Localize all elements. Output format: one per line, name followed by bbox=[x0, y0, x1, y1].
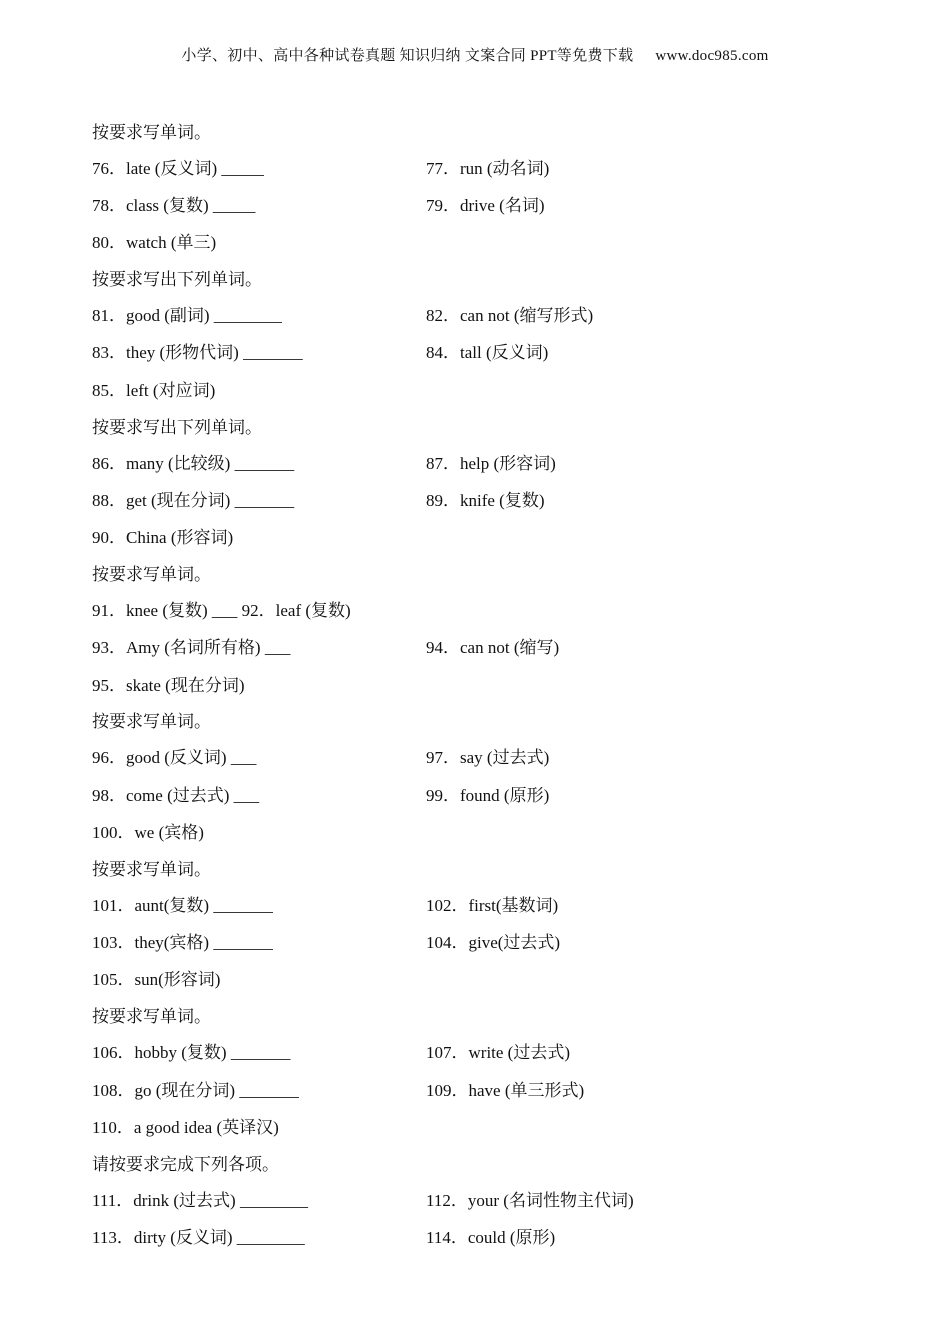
question-96: 96．good (反义词) ___ bbox=[92, 748, 257, 767]
question-79: 79．drive (名词) bbox=[426, 196, 545, 215]
question-101: 101．aunt(复数) _______ bbox=[92, 896, 273, 915]
question-94: 94．can not (缩写) bbox=[426, 638, 560, 657]
question-104: 104．give(过去式) bbox=[426, 933, 561, 952]
question-83: 83．they (形物代词) _______ bbox=[92, 343, 303, 362]
question-91-92: 91．knee (复数) ___ 92．leaf (复数) bbox=[92, 601, 351, 620]
header-title: 小学、初中、高中各种试卷真题 知识归纳 文案合同 PPT等免费下载 bbox=[181, 48, 634, 64]
section-instruction: 按要求写单词。 bbox=[92, 860, 211, 879]
header-site: www.doc985.com bbox=[655, 48, 769, 64]
question-113: 113．dirty (反义词) ________ bbox=[92, 1228, 305, 1247]
question-110: 110．a good idea (英译汉) bbox=[92, 1118, 279, 1137]
page-header bbox=[0, 44, 950, 65]
question-95: 95．skate (现在分词) bbox=[92, 676, 245, 695]
question-114: 114．could (原形) bbox=[426, 1228, 556, 1247]
question-105: 105．sun(形容词) bbox=[92, 970, 221, 989]
question-112: 112．your (名词性物主代词) bbox=[426, 1191, 634, 1210]
question-87: 87．help (形容词) bbox=[426, 454, 556, 473]
question-86: 86．many (比较级) _______ bbox=[92, 454, 295, 473]
question-103: 103．they(宾格) _______ bbox=[92, 933, 273, 952]
question-82: 82．can not (缩写形式) bbox=[426, 306, 594, 325]
section-instruction: 按要求写出下列单词。 bbox=[92, 270, 262, 289]
question-98: 98．come (过去式) ___ bbox=[92, 786, 260, 805]
question-99: 99．found (原形) bbox=[426, 786, 550, 805]
question-106: 106．hobby (复数) _______ bbox=[92, 1043, 291, 1062]
question-84: 84．tall (反义词) bbox=[426, 343, 549, 362]
question-111: 111．drink (过去式) ________ bbox=[92, 1191, 308, 1210]
question-107: 107．write (过去式) bbox=[426, 1043, 571, 1062]
question-100: 100．we (宾格) bbox=[92, 823, 204, 842]
question-89: 89．knife (复数) bbox=[426, 491, 545, 510]
question-108: 108．go (现在分词) _______ bbox=[92, 1081, 299, 1100]
question-93: 93．Amy (名词所有格) ___ bbox=[92, 638, 291, 657]
question-97: 97．say (过去式) bbox=[426, 748, 550, 767]
question-81: 81．good (副词) ________ bbox=[92, 306, 282, 325]
question-76: 76．late (反义词) _____ bbox=[92, 159, 264, 178]
section-instruction: 按要求写出下列单词。 bbox=[92, 418, 262, 437]
section-instruction: 请按要求完成下列各项。 bbox=[92, 1155, 279, 1174]
question-102: 102．first(基数词) bbox=[426, 896, 559, 915]
question-77: 77．run (动名词) bbox=[426, 159, 550, 178]
question-80: 80．watch (单三) bbox=[92, 233, 217, 252]
section-instruction: 按要求写单词。 bbox=[92, 123, 211, 142]
section-instruction: 按要求写单词。 bbox=[92, 565, 211, 584]
question-88: 88．get (现在分词) _______ bbox=[92, 491, 295, 510]
question-109: 109．have (单三形式) bbox=[426, 1081, 585, 1100]
question-78: 78．class (复数) _____ bbox=[92, 196, 256, 215]
section-instruction: 按要求写单词。 bbox=[92, 1007, 211, 1026]
section-instruction: 按要求写单词。 bbox=[92, 712, 211, 731]
question-85: 85．left (对应词) bbox=[92, 381, 216, 400]
question-90: 90．China (形容词) bbox=[92, 528, 234, 547]
